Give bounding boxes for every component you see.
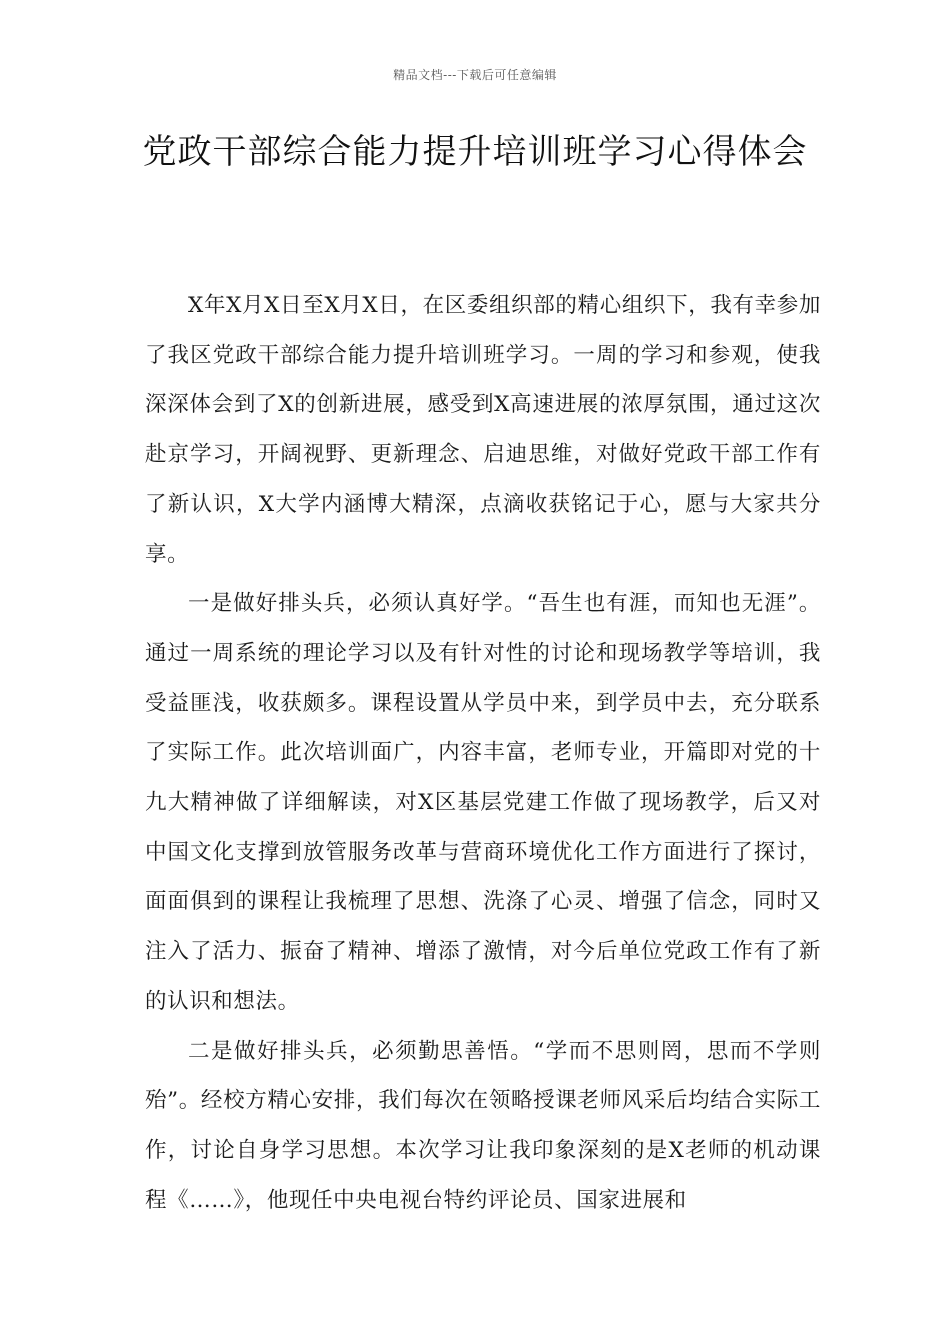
paragraph-point-one: 一是做好排头兵，必须认真好学。“吾生也有涯，而知也无涯”。通过一周系统的理论学习以及有针对性的讨论和现场教学等培训，我受益匪浅，收获颇多。课程设置从学员中来，到学员中去，充分联系了实际工作。此次培训面广，内容丰富，老师专业，开篇即对党的十九大精神做了详细解读，对X区基层党建工作做了现场教学，后又对中国文化支撑到放管服务改革与营商环境优化工作方面进行了探讨，面面俱到的课程让我梳理了思想、洗涤了心灵、增强了信念，同时又注入了活力、振奋了精神、增添了激情，对今后单位党政工作有了新的认识和想法。	[145, 591, 821, 1014]
paragraph-intro: X年X月X日至X月X日，在区委组织部的精心组织下，我有幸参加了我区党政干部综合能力提升培训班学习。一周的学习和参观，使我深深体会到了X的创新进展，感受到X高速进展的浓厚氛围，通过这次赴京学习，开阔视野、更新理念、启迪思维，对做好党政干部工作有了新认识，X大学内涵博大精深，点滴收获铭记于心，愿与大家共分享。	[145, 293, 821, 567]
paragraph-point-two: 二是做好排头兵，必须勤思善悟。“学而不思则罔，思而不学则殆”。经校方精心安排，我们每次在领略授课老师风采后均结合实际工作，讨论自身学习思想。本次学习让我印象深刻的是X老师的机动课程《……》，他现任中央电视台特约评论员、国家进展和	[145, 1038, 821, 1213]
document-title: 党政干部综合能力提升培训班学习心得体会	[142, 132, 808, 172]
document-body	[145, 281, 821, 1225]
header-note: 精品文档---下载后可任意编辑	[393, 68, 557, 82]
